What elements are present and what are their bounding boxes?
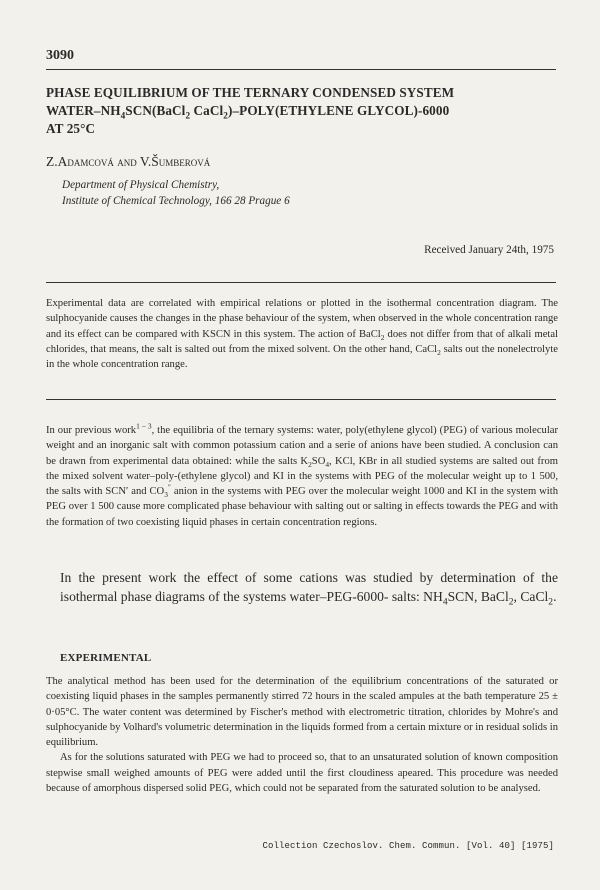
present-work-paragraph: In the present work the effect of some cations was studied by determination of the isothermal phase diagrams of the systems water–PEG-6000- salts: $NH_4SCN$, BaCl$_2$, CaCl$_2$. xyxy=(60,570,558,608)
page-number: 3090 xyxy=(46,48,74,63)
journal-footer: Collection Czechoslov. Chem. Commun. [Vol. 40] [1975] xyxy=(262,841,554,851)
abstract-bottom-rule xyxy=(46,399,556,400)
affiliation: Department of Physical Chemistry, Institute of Chemical Technology, 166 28 Prague 6 xyxy=(62,179,290,207)
experimental-paragraph-2: As for the solutions saturated with PEG we had to proceed so, that to an unsaturated solution of known composition stepwise small weighed amounts of PEG were added until the first cloudiness apeared. This procedure was needed because of amorphous dispersed solid PEG, which could not be separated from the saturated solution to be analysed. xyxy=(46,752,558,795)
paper-title xyxy=(46,84,556,138)
experimental-section xyxy=(46,674,558,796)
received-date: Received January 24th, 1975 xyxy=(424,244,554,256)
abstract-top-rule xyxy=(46,282,556,283)
title-line-2: WATER–$NH_4SCN(BaCl_2$ CaCl$_2$)–POLY(ETHYLENE GLYCOL)-6000 xyxy=(46,103,450,121)
experimental-paragraph-1: The analytical method has been used for the determination of the equilibrium concentrations of the saturated or coexisting liquid phases in the samples permanently stirred 72 hours in the scaled ampules at the bath temperature 25 ± 0·05°C. The water content was determined by Fischer's method with electrometric titration, chlorides by Mohre's and sulphocyanide by Volhard's volumetric determination in the liquids formed from a certain mixture or in residual solids in equilibrium. xyxy=(46,676,558,749)
abstract: Experimental data are correlated with empirical relations or plotted in the isothermal concentration diagram. The sulphocyanide causes the changes in the phase behaviour of the system, when observed in the whole concentration range and its effect can be compared with KSCN in this system. The action of BaCl$_2$ does not differ from that of alkali metal chlorides, that means, the salt is salted out from the mixed solvent. On the other hand, CaCl$_2$ salts out the nonelectrolyte in the whole concentration range. xyxy=(46,298,558,371)
title-line-3: AT 25°C xyxy=(46,121,96,136)
intro-paragraph: In our previous work$^{1 - 3}$, the equilibria of the ternary systems: water, poly(ethylene glycol) (PEG) of various molecular weight and an inorganic salt with common potassium cation and a serie of anions have been studied. A conclusion can be drawn from experimental data obtained: while the salts $K_2SO_4$, KCl, KBr in all studied systems are salted out from the mixed solvent water–poly-(ethylene glycol) and KI in the systems with PEG of the molecular weight up to 1 500, the salts with SCN′ and $CO_3''$ anion in the systems with PEG over the molecular weight 1000 and KI in the system with PEG over 1 500 cause more complicated phase behaviour with salting out or salting in effects towards the PEG and with the formation of two coexisting liquid phases in certain concentration regions. xyxy=(46,421,559,528)
header-rule xyxy=(46,69,556,70)
authors: Z.Adamcová and V.Šumberová xyxy=(46,154,211,169)
section-heading-experimental: EXPERIMENTAL xyxy=(60,652,152,664)
title-line-1: PHASE EQUILIBRIUM OF THE TERNARY CONDENSED SYSTEM xyxy=(46,85,455,100)
